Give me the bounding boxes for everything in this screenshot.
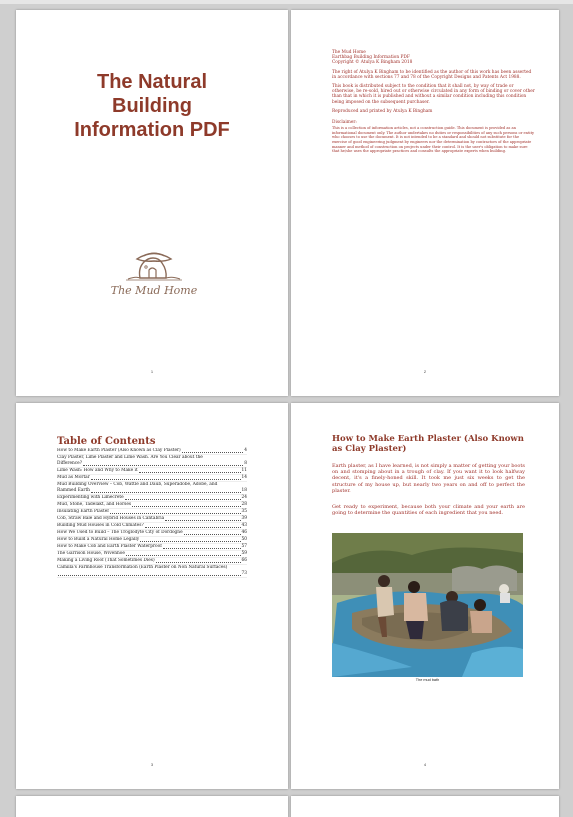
toc-entry-page: 24 (241, 495, 247, 500)
header-line: Earthbag Building Information PDF (332, 55, 410, 61)
header-line: The Mud Home (332, 50, 366, 55)
logo-text: The Mud Home (110, 284, 198, 297)
toc-entry-page: 43 (241, 523, 247, 528)
disclaimer-text: This is a collection of information articles, not a construction guide. This document is provided as an informational document only. The author undertakes no duties or responsibilities of any such persons or entity who chooses to use the document. It is not intended to be a standard and should not substitute for the exercise of good engineering judgment by engineers nor the determination by contractors of the appropriate manner and method of construction on projects under their control. It is the user's obligation to make sure that he/she uses the appropriate practices and consults the appropriate experts when building. (332, 126, 535, 154)
cover-title-line: Information PDF (74, 119, 230, 141)
article-paragraph: Earth plaster, as I have learned, is not simply a matter of getting your boots on and stomping about in a trough of clay. If you want it to look halfway decent, it's a finely-honed skill. It took me just six weeks to get the structure of my house up, but nearly two years on and off to perfect the plaster. (332, 463, 525, 494)
toc-entry-title: Lime Wash: How and Why to Make it (57, 468, 138, 473)
toc-entry-page: 11 (241, 468, 247, 473)
toc-leader-dots (156, 562, 241, 563)
toc-entry[interactable] (57, 537, 247, 544)
toc-entry-page: 59 (241, 551, 247, 556)
mud-house-icon (104, 246, 204, 286)
mud-home-logo (104, 246, 204, 306)
toc-leader-dots (184, 534, 241, 535)
article-title: How to Make Earth Plaster (Also Known as Clay Plaster) (332, 434, 524, 454)
toc-leader-dots (139, 472, 241, 473)
toc-entry-page: 14 (241, 475, 247, 480)
toc-entry-title: Mud as Mortar (57, 475, 90, 480)
toc-entry-title-cont: Rammed Earth (57, 488, 90, 493)
toc-entry-page: 50 (241, 537, 247, 542)
toc-entry[interactable] (57, 558, 247, 565)
toc-entry-title: Clay Plaster, Lime Plaster and Lime Wash. Are You Clear about the (57, 455, 203, 460)
page-2 (291, 10, 559, 396)
disclaimer-heading: Disclaimer: (332, 120, 357, 126)
page-5 (16, 796, 288, 817)
toc-entry-title: Making a Living Roof (That Sometimes Dies) (57, 558, 155, 563)
toc-entry-title-cont: Difference? (57, 461, 83, 466)
toc-entry-page: 4 (244, 448, 247, 453)
toc-entry-page: 46 (241, 530, 247, 535)
toc-entry-title: Camilla's Farmhouse Transformation (Earth Plaster on Non Natural Surfaces) (57, 565, 228, 570)
page-3 (16, 403, 288, 789)
toc-leader-dots (110, 513, 240, 514)
toc-entry-title: Cob, Straw Bale and Hybrid Houses in Cantabria (57, 516, 165, 521)
copyright-block (332, 50, 535, 158)
distribution-paragraph: This book is distributed subject to the condition that it shall not, by way of trade or otherwise, be re-sold, hired out or otherwise circulated in any form of binding or cover other than that in which it is published and without a similar condition including this condition being imposed on the subsequent purchaser. (332, 84, 535, 105)
toc-entry[interactable] (57, 530, 247, 537)
toc-entry-page: 28 (241, 502, 247, 507)
toc-leader-dots (163, 548, 241, 549)
viewer-top-bar (0, 0, 573, 4)
toc-entry-page: 73 (241, 571, 247, 576)
toc-leader-dots (58, 575, 241, 576)
toc-leader-dots (125, 499, 241, 500)
mud-bath-photo (332, 533, 523, 677)
toc-entry-title: Experimenting with Limecrete (57, 495, 124, 500)
toc-entry-page: 66 (241, 558, 247, 563)
toc-leader-dots (132, 506, 240, 507)
toc-entry-title: Building Mud Houses in Cold Climates? (57, 523, 144, 528)
toc-entry-title: How to Make Cob and Earth Plaster Waterproof (57, 544, 162, 549)
toc-entry-title: Insulating Earth Plaster (57, 509, 110, 514)
toc-entry-page: 35 (241, 509, 247, 514)
article-paragraph: Get ready to experiment, because both your climate and your earth are going to determine the quantities of each ingredient that you need. (332, 504, 525, 517)
toc-leader-dots (91, 479, 241, 480)
toc-entry[interactable] (57, 475, 247, 482)
page-number: 1 (150, 369, 154, 374)
toc-entry[interactable] (57, 502, 247, 509)
toc-entry-title: Mud, Stone, Tadelakt, and Horses (57, 502, 132, 507)
toc-entry[interactable] (57, 495, 247, 502)
toc-entry-page: 8 (244, 461, 247, 466)
toc-entry[interactable] (57, 523, 247, 530)
header-line: Copyright © Atulya K Bingham 2018 (332, 60, 413, 66)
toc-entry[interactable] (57, 544, 247, 551)
toc-entry-title: How to Make Earth Plaster (Also Known as Clay Plaster) (57, 448, 181, 453)
toc-entry[interactable] (57, 468, 247, 475)
toc-leader-dots (126, 555, 241, 556)
table-of-contents (57, 448, 247, 578)
toc-leader-dots (145, 527, 241, 528)
toc-entry[interactable] (57, 448, 247, 455)
rights-paragraph: The right of Atulya K Bingham to be identified as the author of this work has been asserted in accordance with sections 77 and 78 of the Copyright Designs and Patents Act 1988. (332, 69, 532, 80)
toc-entry[interactable] (57, 565, 247, 578)
toc-entry[interactable] (57, 509, 247, 516)
photo-image (332, 533, 523, 677)
copyright-header (332, 50, 535, 66)
photo-caption: The mud bath (415, 678, 440, 682)
toc-entry-page: 39 (241, 516, 247, 521)
toc-leader-dots (182, 452, 244, 453)
toc-entry-title: How to Build a Natural Home Legally (57, 537, 140, 542)
cover-title-line: The Natural (96, 71, 208, 93)
cover-title-line: Building (112, 95, 192, 117)
printed-line: Reproduced and printed by Atulya K Bingham (332, 108, 433, 114)
toc-entry-page: 18 (241, 488, 247, 493)
cover-title (36, 70, 268, 142)
toc-leader-dots (165, 520, 240, 521)
page-number: 3 (150, 762, 154, 767)
page-1 (16, 10, 288, 396)
toc-leader-dots (83, 465, 243, 466)
toc-entry[interactable] (57, 551, 247, 558)
page-4 (291, 403, 559, 789)
toc-entry-title: How We Used to Build – The Troglodyte City of Dordogne (57, 530, 183, 535)
page-number: 4 (423, 762, 427, 767)
toc-leader-dots (140, 541, 240, 542)
toc-entry[interactable] (57, 516, 247, 523)
toc-entry[interactable] (57, 482, 247, 495)
toc-leader-dots (91, 492, 241, 493)
toc-entry-title: Mud Building Overview – Cob, Wattle and Daub, Superadobe, Adobe, and (57, 482, 218, 487)
toc-entry[interactable] (57, 455, 247, 468)
toc-title: Table of Contents (57, 436, 156, 447)
toc-entry-title: The Garrison House, Wivenhoe (57, 551, 125, 556)
page-6 (291, 796, 559, 817)
toc-entry-page: 57 (241, 544, 247, 549)
page-number: 2 (423, 369, 427, 374)
